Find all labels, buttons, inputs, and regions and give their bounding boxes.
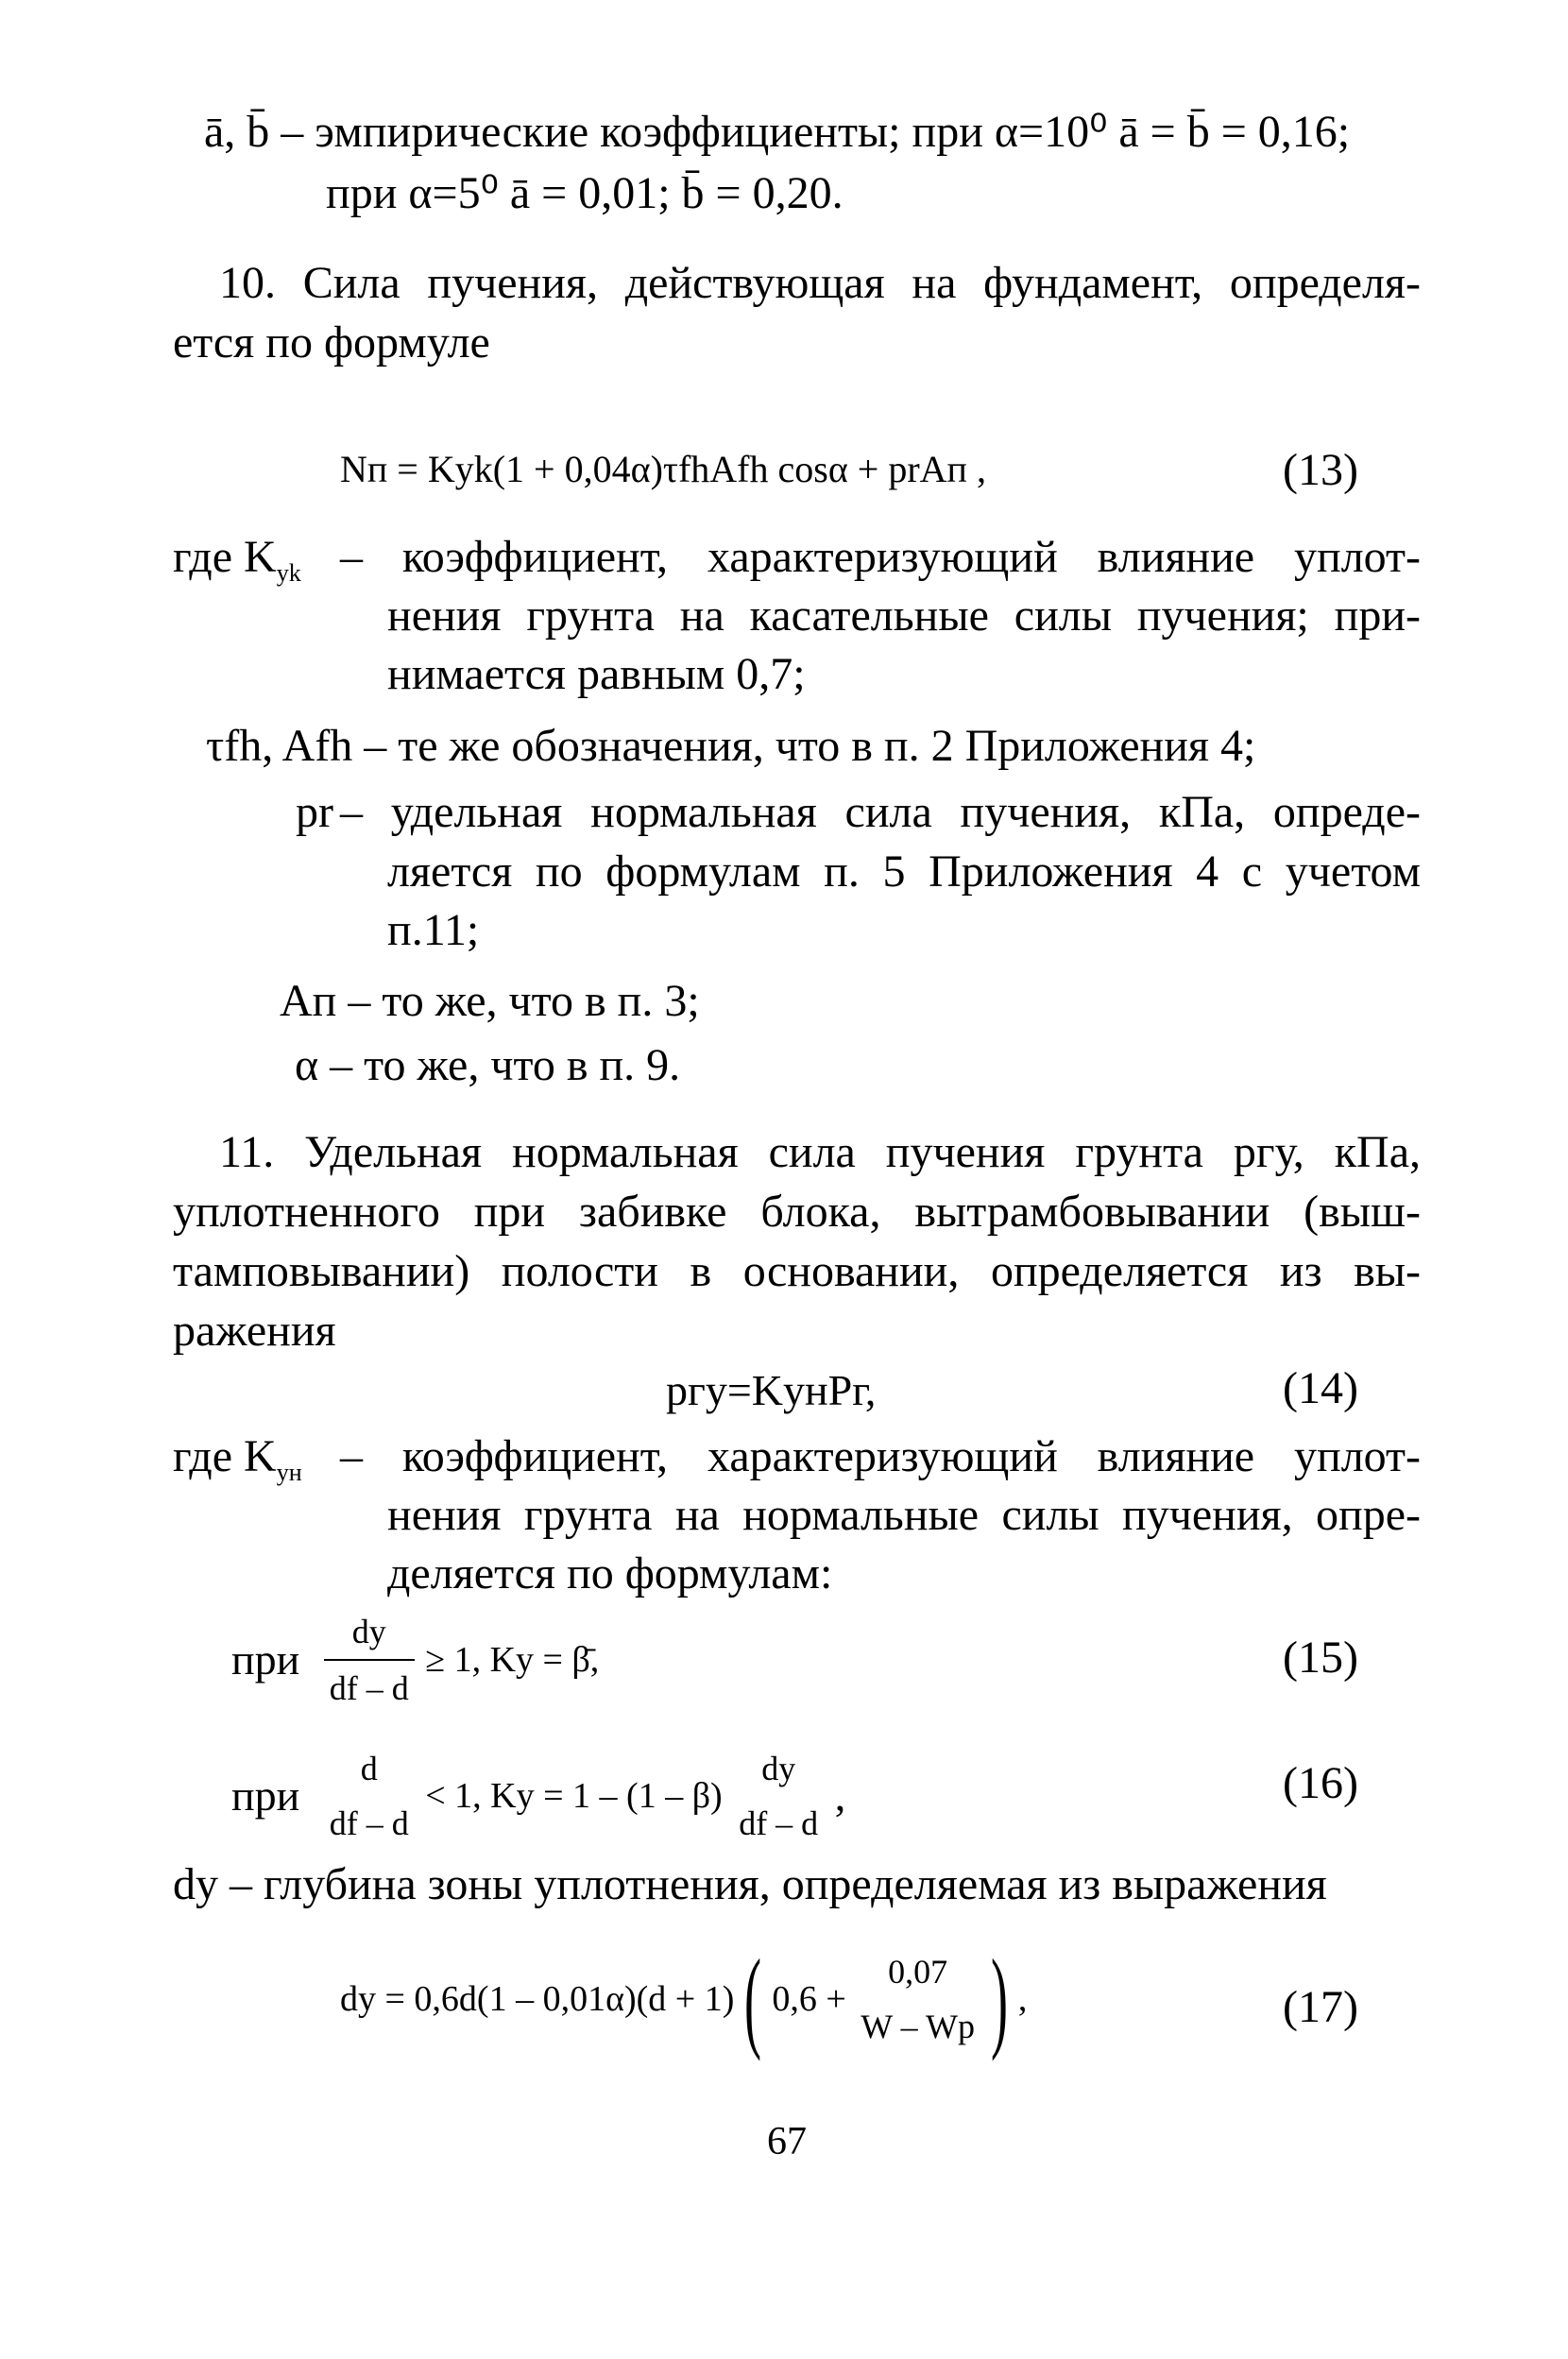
definition-tau-afh: τfh, Afh – те же обозначения, что в п. 2 Приложения 4; <box>206 721 1256 771</box>
definition-pr-line-2: ляется по формулам п. 5 Приложения 4 с учетом <box>387 846 1421 897</box>
definition-pr-term: pr <box>296 787 333 837</box>
paragraph-10-line-1: 10. Сила пучения, действующая на фундамент, определя- <box>219 258 1421 308</box>
formula-17-numerator: 0,07 <box>888 1953 948 1991</box>
formula-17-inner: 0,6 + <box>772 1979 846 2019</box>
definition-kun-term-text: где K <box>173 1431 277 1481</box>
formula-15-rest: ≥ 1, Kу = β̄, <box>425 1640 600 1680</box>
formula-16-fraction-1 <box>324 1743 415 1849</box>
definition-ap: Aп – то же, что в п. 3; <box>280 976 700 1026</box>
definition-kyk-term-text: где K <box>173 532 277 582</box>
definition-dy: dу – глубина зоны уплотнения, определяемая из выражения <box>173 1859 1327 1909</box>
definition-pr-line-1: – удельная нормальная сила пучения, кПа, опреде- <box>340 787 1421 837</box>
formula-16-end: , <box>834 1771 846 1820</box>
formula-15 <box>231 1606 599 1714</box>
text-line-2: при α=5⁰ ā = 0,01; b̄ = 0,20. <box>326 168 844 218</box>
formula-14: pгу=KунPг, <box>666 1366 877 1414</box>
formula-17-denominator: W – Wp <box>861 2008 975 2045</box>
formula-15-numerator: dу <box>324 1606 415 1661</box>
formula-17-fraction <box>855 1946 980 2052</box>
formula-16-fraction-1-top: d <box>360 1750 378 1787</box>
definition-alpha: α – то же, что в п. 9. <box>295 1040 681 1090</box>
equation-number-13: (13) <box>1283 445 1358 495</box>
formula-15-fraction <box>324 1606 415 1714</box>
formula-16-fraction-2 <box>733 1743 824 1849</box>
equation-number-17: (17) <box>1283 1982 1358 2032</box>
formula-13: Nп = Kуk(1 + 0,04α)τfhAfh cosα + prAп , <box>340 448 986 490</box>
equation-number-15: (15) <box>1283 1632 1358 1683</box>
formula-16-prefix: при <box>231 1771 300 1820</box>
definition-kyk-line-3: нимается равным 0,7; <box>387 649 806 699</box>
equation-number-16: (16) <box>1283 1758 1358 1808</box>
formula-17-end: , <box>1017 1979 1028 2019</box>
definition-pr-line-3: п.11; <box>387 905 480 955</box>
definition-kyk-subscript: yk <box>276 559 301 587</box>
text-line-1: ā, b̄ – эмпирические коэффициенты; при α=10⁰ ā = b̄ = 0,16; <box>204 107 1351 157</box>
formula-16-middle: < 1, Kу = 1 – (1 – β) <box>425 1776 723 1816</box>
paragraph-11-line-4: ражения <box>173 1306 336 1356</box>
page-number: 67 <box>767 2120 807 2163</box>
definition-kyk-line-1: – коэффициент, характеризующий влияние уплот- <box>340 532 1421 582</box>
paragraph-11-line-1: 11. Удельная нормальная сила пучения грунта pгу, кПа, <box>219 1127 1421 1177</box>
definition-kun-line-1: – коэффициент, характеризующий влияние уплот- <box>340 1431 1421 1481</box>
formula-16-fraction-2-top: dу <box>761 1750 796 1787</box>
formula-17 <box>340 1936 1028 2061</box>
formula-15-denominator: df – d <box>329 1669 409 1707</box>
formula-17-close-paren: ) <box>990 1936 1008 2061</box>
definition-kun-term <box>173 1428 302 1501</box>
formula-17-left: dу = 0,6d(1 – 0,01α)(d + 1) <box>340 1979 735 2019</box>
equation-number-14: (14) <box>1283 1363 1358 1413</box>
formula-15-prefix: при <box>231 1635 300 1684</box>
definition-kun-subscript: ун <box>276 1459 302 1486</box>
definition-kun-line-2: нения грунта на нормальные силы пучения, опре- <box>387 1490 1421 1540</box>
formula-16-fraction-2-bottom: df – d <box>739 1804 819 1842</box>
formula-16 <box>231 1743 845 1849</box>
definition-kyk-line-2: нения грунта на касательные силы пучения; при- <box>387 590 1421 641</box>
paragraph-11-line-3: тамповывании) полости в основании, определяется из вы- <box>173 1246 1421 1296</box>
formula-17-open-paren: ( <box>744 1936 762 2061</box>
paragraph-11-line-2: уплотненного при забивке блока, вытрамбовывании (выш- <box>173 1187 1421 1237</box>
definition-kun-line-3: деляется по формулам: <box>387 1548 833 1598</box>
paragraph-10-line-2: ется по формуле <box>173 317 490 368</box>
definition-kyk-term <box>173 529 301 602</box>
formula-16-fraction-1-bottom: df – d <box>329 1804 409 1842</box>
